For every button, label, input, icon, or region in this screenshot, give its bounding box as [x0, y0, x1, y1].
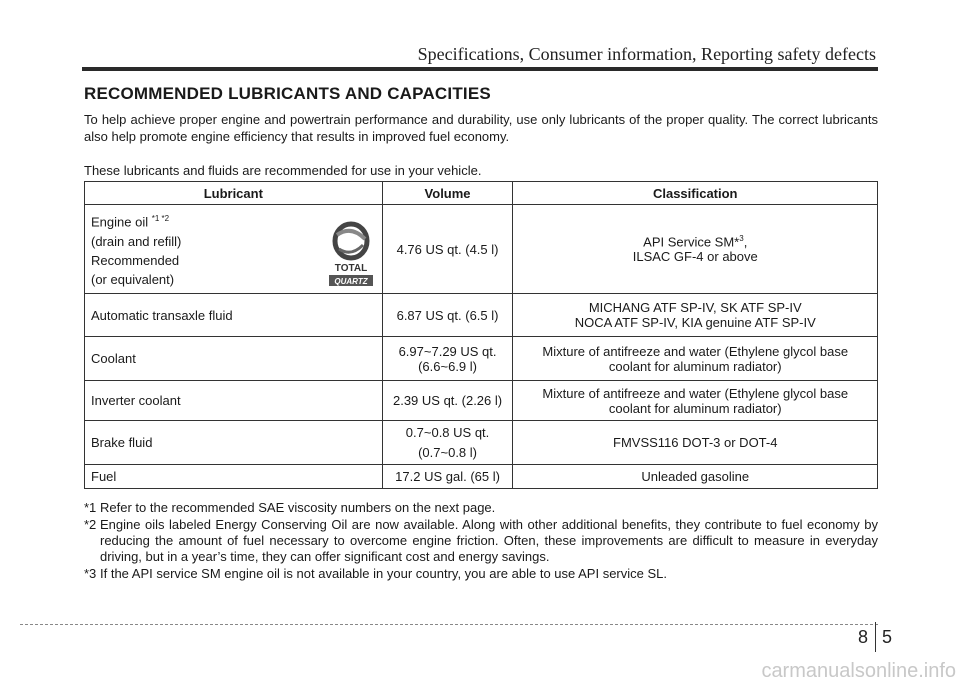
table-header-row [85, 182, 878, 205]
volume-cell: 2.39 US qt. (2.26 l) [382, 381, 513, 421]
table-row [85, 421, 878, 465]
lubricant-cell: Brake fluid [85, 421, 383, 465]
classification-cell: Mixture of antifreeze and water (Ethylene glycol base coolant for aluminum radiator) [513, 381, 878, 421]
page-number-chapter: 8 [858, 627, 869, 647]
lubricant-cell: Fuel [85, 465, 383, 489]
lubricant-cell [85, 205, 383, 294]
volume-cell: 6.97~7.29 US qt. (6.6~6.9 l) [382, 337, 513, 381]
watermark: carmanualsonline.info [761, 660, 956, 682]
column-header-classification: Classification [513, 182, 878, 205]
section-title: RECOMMENDED LUBRICANTS AND CAPACITIES [84, 84, 491, 103]
footnotes [84, 500, 878, 583]
engine-oil-equivalent: (or equivalent) [91, 271, 175, 287]
footnote-text: If the API service SM engine oil is not available in your country, you are able to use API service SL. [100, 566, 668, 581]
footnote-mark: *2 [84, 517, 97, 532]
lubricant-cell: Inverter coolant [85, 381, 383, 421]
volume-cell: 4.76 US qt. (4.5 l) [382, 205, 513, 294]
footnote-ref: 3 [739, 233, 744, 243]
classification-cell: Unleaded gasoline [513, 465, 878, 489]
column-header-lubricant: Lubricant [85, 182, 383, 205]
lubricant-cell: Automatic transaxle fluid [85, 294, 383, 337]
footnote [84, 566, 878, 582]
column-header-volume: Volume [382, 182, 513, 205]
footnote-ref: *1 *2 [151, 214, 170, 224]
lubricant-cell: Coolant [85, 337, 383, 381]
running-header: Specifications, Consumer information, Reporting safety defects [417, 44, 876, 64]
engine-oil-drain: (drain and refill) [91, 233, 182, 249]
volume-cell: 0.7~0.8 US qt. (0.7~0.8 l) [382, 421, 513, 465]
footnote-text: Refer to the recommended SAE viscosity numbers on the next page. [100, 500, 496, 515]
footer-rule [20, 624, 878, 626]
lubricants-table [84, 181, 878, 489]
table-row [85, 205, 878, 294]
volume-cell: 17.2 US gal. (65 l) [382, 465, 513, 489]
intro-paragraph-2: These lubricants and fluids are recommended for use in your vehicle. [84, 163, 482, 178]
classification-cell: API Service SM*$^3$, ILSAC GF-4 or above [513, 205, 878, 294]
table-row [85, 337, 878, 381]
table-row [85, 381, 878, 421]
classification-cell: Mixture of antifreeze and water (Ethylene glycol base coolant for aluminum radiator) [513, 337, 878, 381]
page-number-divider [875, 622, 876, 652]
footnote-mark: *1 [84, 500, 97, 515]
volume-cell: 6.87 US qt. (6.5 l) [382, 294, 513, 337]
intro-paragraph: To help achieve proper engine and powertrain performance and durability, use only lubricants of the proper quality. The correct lubricants also help promote engine efficiency that results in improved fuel economy. [84, 112, 878, 144]
page-number: 5 [882, 627, 893, 647]
svg-text:TOTAL: TOTAL [334, 263, 368, 274]
classification-cell: MICHANG ATF SP-IV, SK ATF SP-IV NOCA ATF SP-IV, KIA genuine ATF SP-IV [513, 294, 878, 337]
table-row [85, 465, 878, 489]
total-quartz-logo [325, 221, 377, 291]
svg-text:QUARTZ: QUARTZ [334, 277, 368, 286]
engine-oil-recommended: Recommended [91, 252, 180, 268]
table-row [85, 294, 878, 337]
engine-oil-label: Engine oil [91, 214, 149, 230]
classification-cell: FMVSS116 DOT-3 or DOT-4 [513, 421, 878, 465]
footnote-mark: *3 [84, 566, 97, 581]
footnote [84, 500, 878, 516]
header-rule [82, 67, 878, 71]
footnote-text: Engine oils labeled Energy Conserving Oil are now available. Along with other additional benefits, they contribute to fuel economy by reducing the amount of fuel necessary to overcome engine friction. Often, these improvements are difficult to measure in everyday driving, but in a year’s time, they can offer significant cost and energy savings. [100, 517, 878, 564]
footnote [84, 517, 878, 565]
